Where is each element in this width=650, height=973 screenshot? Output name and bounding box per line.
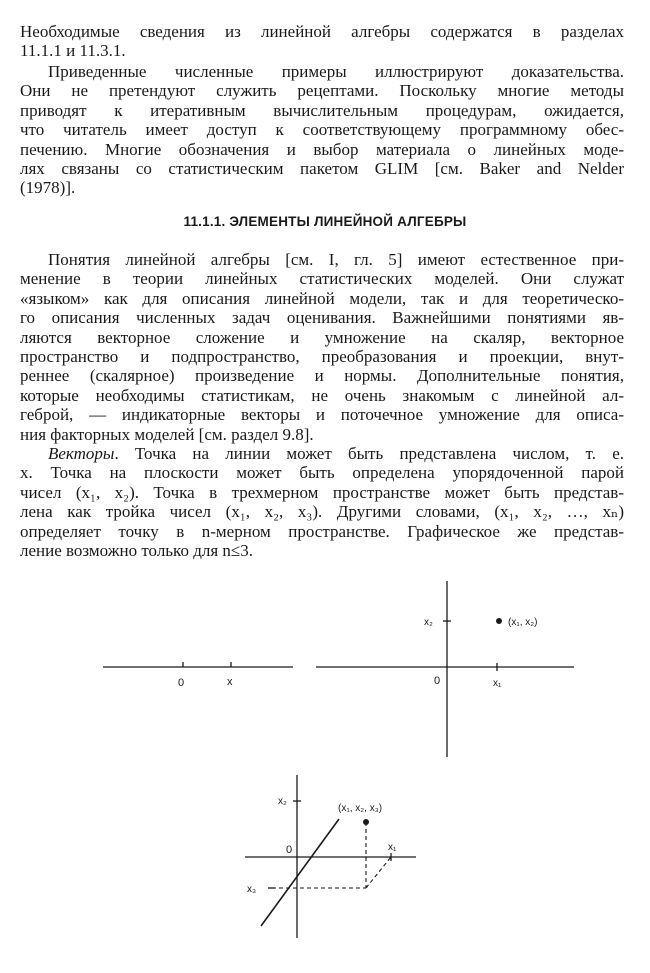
text-line: Приведенные численные примеры иллюстрируют доказательства.: [48, 62, 624, 81]
point-label: (x₁, x₂): [508, 617, 538, 628]
origin-label: 0: [434, 675, 441, 687]
origin-label: 0: [178, 677, 185, 689]
text-line: лена как тройка чисел (x₁, x₂, x₃). Другими словами, (x₁, x₂, …, xₙ): [20, 502, 624, 522]
x3-axis: [261, 819, 339, 926]
text-line: лях связаны со статистическим пакетом GLIM [см. Baker and Nelder: [20, 159, 624, 179]
section-heading: 11.1.1. ЭЛЕМЕНТЫ ЛИНЕЙНОЙ АЛГЕБРЫ: [183, 214, 467, 229]
x2-label: x₂: [424, 617, 433, 628]
origin-label: 0: [286, 844, 293, 856]
text-line: печению. Многие обозначения и выбор материала о линейных моде-: [20, 139, 624, 159]
text-line: определяет точку в n-мерном пространстве. Графическое же представ-: [20, 521, 624, 541]
text-line: менение в теории линейных статистических моделей. Они служат: [20, 269, 624, 289]
text-line: реннее (скалярное) произведение и нормы. Дополнительные понятия,: [20, 366, 624, 386]
x1-label: x₁: [493, 678, 502, 689]
figure-3d-space: [245, 775, 416, 938]
text-line: x. Точка на плоскости может быть определена упорядоченной парой: [20, 463, 624, 483]
text-line: геброй, — индикаторные векторы и поточечное умножение для описа-: [20, 405, 624, 425]
text-line: что читатель имеет доступ к соответствующему программному обес-: [20, 120, 624, 140]
text-line: пространство и подпространство, преобразования и проекции, внут-: [20, 347, 624, 367]
text-segment: . Точка на линии может быть представлена числом, т. е.: [114, 444, 624, 463]
x1-label: x₁: [388, 842, 397, 853]
x3-label: x₃: [247, 884, 257, 895]
text-line: ляются векторное сложение и умножение на скаляр, векторное: [20, 327, 624, 347]
point-marker: [496, 618, 502, 624]
text-line: ление возможно только для n≤3.: [20, 541, 253, 561]
point-marker: [363, 819, 369, 825]
point-label: (x₁, x₂, x₃): [338, 803, 383, 814]
text-line: «языком» как для описания линейной модели, так и для теоретическо-: [20, 288, 624, 308]
text-line: Понятия линейной алгебры [см. I, гл. 5] имеют естественное при-: [48, 250, 624, 269]
x2-label: x₂: [278, 796, 287, 807]
text-line: го описания численных задач оценивания. Важнейшими понятиями яв-: [20, 308, 624, 328]
point-label: x: [227, 676, 233, 688]
text-line: Необходимые сведения из линейной алгебры содержатся в разделах: [20, 22, 624, 41]
figure-number-line: [103, 662, 293, 689]
text-line: (1978)].: [20, 178, 76, 198]
text-line: чисел (x₁, x₂). Точка в трехмерном пространстве может быть представ-: [20, 482, 624, 502]
text-line: 11.1.1 и 11.3.1.: [20, 41, 126, 61]
figure-plane: [316, 581, 574, 757]
vectors-term: Векторы: [48, 444, 115, 463]
text-line: приводят к итеративным вычислительным процедурам, ожидается,: [20, 100, 624, 120]
projection-line: [366, 857, 391, 888]
text-line: Они не претендуют служить рецептами. Поскольку многие методы: [20, 81, 624, 101]
text-line: которые необходимы статистикам, не очень знакомым с линейной ал-: [20, 385, 624, 405]
text-line: ния факторных моделей [см. раздел 9.8].: [20, 424, 314, 444]
